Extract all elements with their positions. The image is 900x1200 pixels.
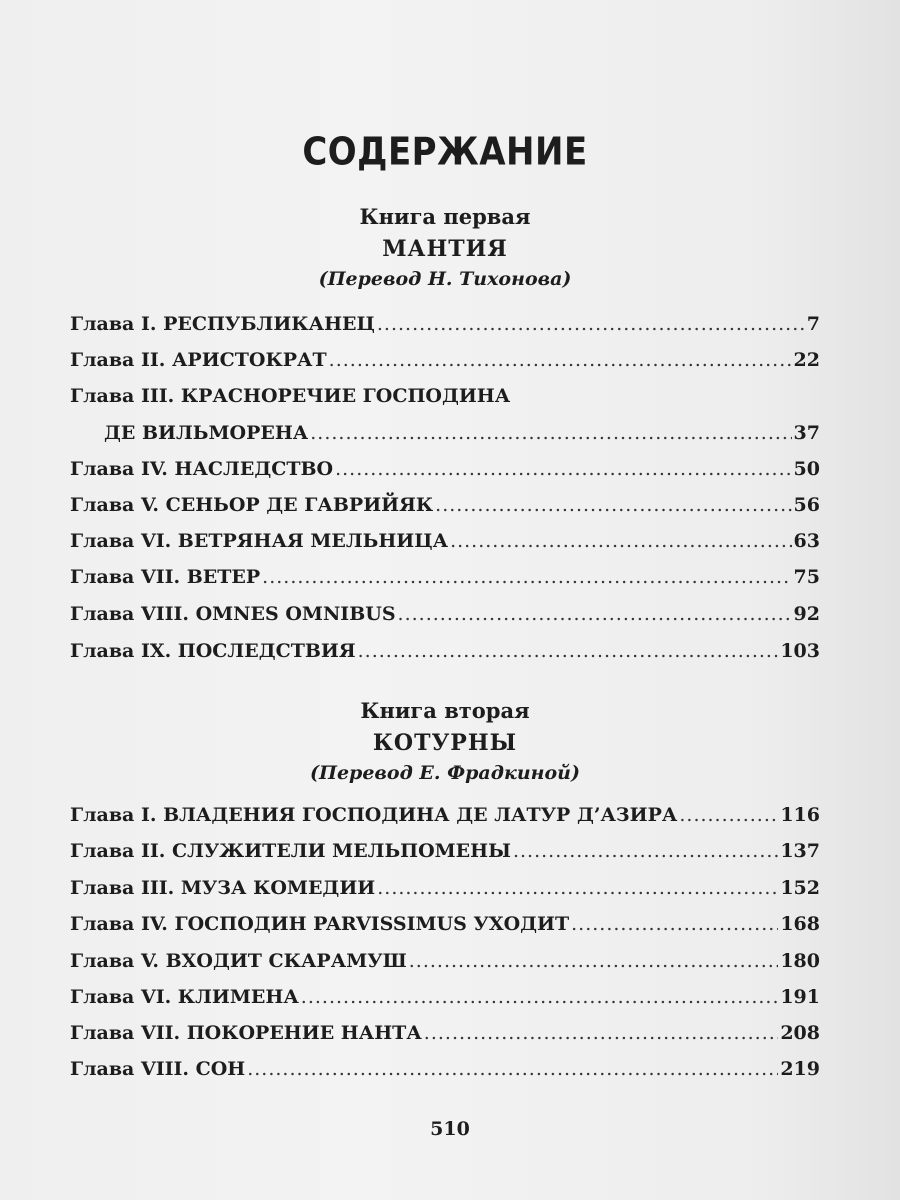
chapter-title: Глава III. МУЗА КОМЕДИИ bbox=[70, 877, 376, 899]
toc-entry bbox=[70, 840, 820, 876]
dot-leader bbox=[398, 603, 792, 625]
dot-leader bbox=[247, 1058, 778, 1080]
toc-entry bbox=[70, 640, 820, 676]
dot-leader bbox=[262, 566, 791, 588]
chapter-title: Глава VIII. СОН bbox=[70, 1058, 246, 1080]
toc-entry bbox=[70, 494, 820, 530]
toc-entry bbox=[70, 422, 820, 458]
book-one-translator: (Перевод Н. Тихонова) bbox=[318, 268, 572, 290]
chapter-page: 103 bbox=[780, 640, 820, 662]
book-two-title: КОТУРНЫ bbox=[372, 730, 518, 756]
toc-entry bbox=[70, 349, 820, 385]
chapter-title: Глава VII. ВЕТЕР bbox=[70, 566, 261, 588]
chapter-title: Глава I. ВЛАДЕНИЯ ГОСПОДИНА ДЕ ЛАТУР Д’АЗИРА bbox=[70, 804, 678, 826]
dot-leader bbox=[450, 530, 791, 552]
chapter-page: 137 bbox=[780, 840, 820, 862]
chapter-page: 92 bbox=[793, 603, 820, 625]
chapter-title: Глава VII. ПОКОРЕНИЕ НАНТА bbox=[70, 1022, 422, 1044]
toc-entry bbox=[70, 950, 820, 986]
chapter-title: Глава I. РЕСПУБЛИКАНЕЦ bbox=[70, 313, 375, 335]
chapter-page: 7 bbox=[806, 313, 820, 335]
chapter-page: 56 bbox=[793, 494, 820, 516]
toc-entry bbox=[70, 877, 820, 913]
dot-leader bbox=[679, 804, 778, 826]
dot-leader bbox=[435, 494, 791, 516]
toc-entry bbox=[70, 313, 820, 349]
chapter-page: 168 bbox=[780, 913, 820, 935]
dot-leader bbox=[424, 1022, 779, 1044]
dot-leader bbox=[310, 422, 791, 444]
book-two-translator: (Перевод Е. Фрадкиной) bbox=[310, 762, 580, 784]
toc-entry bbox=[70, 804, 820, 840]
book-one-title: МАНТИЯ bbox=[382, 236, 508, 262]
chapter-title: Глава II. АРИСТОКРАТ bbox=[70, 349, 327, 371]
dot-leader bbox=[409, 950, 779, 972]
page-number: 510 bbox=[430, 1118, 470, 1140]
dot-leader bbox=[571, 913, 778, 935]
book-two-label: Книга вторая bbox=[360, 698, 530, 723]
chapter-title: Глава IV. НАСЛЕДСТВО bbox=[70, 458, 334, 480]
toc-entry bbox=[70, 1058, 820, 1094]
chapter-title: Глава II. СЛУЖИТЕЛИ МЕЛЬПОМЕНЫ bbox=[70, 840, 511, 862]
dot-leader bbox=[513, 840, 778, 862]
dot-leader bbox=[377, 877, 778, 899]
chapter-title: Глава V. СЕНЬОР ДЕ ГАВРИЙЯК bbox=[70, 494, 434, 516]
chapter-title: Глава V. ВХОДИТ СКАРАМУШ bbox=[70, 950, 407, 972]
chapter-page: 75 bbox=[793, 566, 820, 588]
dot-leader bbox=[377, 313, 805, 335]
chapter-title: Глава IV. ГОСПОДИН PARVISSIMUS УХОДИТ bbox=[70, 913, 570, 935]
page-title: СОДЕРЖАНИЕ bbox=[302, 129, 588, 175]
book-one-label: Книга первая bbox=[359, 204, 531, 229]
chapter-title: Глава VI. КЛИМЕНА bbox=[70, 986, 299, 1008]
dot-leader bbox=[335, 458, 791, 480]
chapter-page: 208 bbox=[780, 1022, 820, 1044]
toc-entry bbox=[70, 913, 820, 949]
dot-leader bbox=[301, 986, 779, 1008]
chapter-page: 219 bbox=[780, 1058, 820, 1080]
toc-entry bbox=[70, 566, 820, 602]
chapter-page: 22 bbox=[793, 349, 820, 371]
dot-leader bbox=[358, 640, 779, 662]
toc-entry bbox=[70, 458, 820, 494]
toc-entry bbox=[70, 530, 820, 566]
chapter-page: 180 bbox=[780, 950, 820, 972]
chapter-page: 63 bbox=[793, 530, 820, 552]
chapter-page: 152 bbox=[780, 877, 820, 899]
chapter-title: Глава III. КРАСНОРЕЧИЕ ГОСПОДИНА bbox=[70, 385, 511, 407]
toc-entry bbox=[70, 986, 820, 1022]
chapter-title: Глава VIII. OMNES OMNIBUS bbox=[70, 603, 396, 625]
chapter-page: 50 bbox=[793, 458, 820, 480]
dot-leader bbox=[329, 349, 792, 371]
chapter-title: Глава VI. ВЕТРЯНАЯ МЕЛЬНИЦА bbox=[70, 530, 449, 552]
chapter-title: Глава IX. ПОСЛЕДСТВИЯ bbox=[70, 640, 356, 662]
toc-entry bbox=[70, 1022, 820, 1058]
chapter-title-continued: ДЕ ВИЛЬМОРЕНА bbox=[104, 422, 309, 444]
chapter-page: 191 bbox=[780, 986, 820, 1008]
chapter-page: 37 bbox=[793, 422, 820, 444]
chapter-page: 116 bbox=[780, 804, 820, 826]
toc-entry bbox=[70, 603, 820, 639]
